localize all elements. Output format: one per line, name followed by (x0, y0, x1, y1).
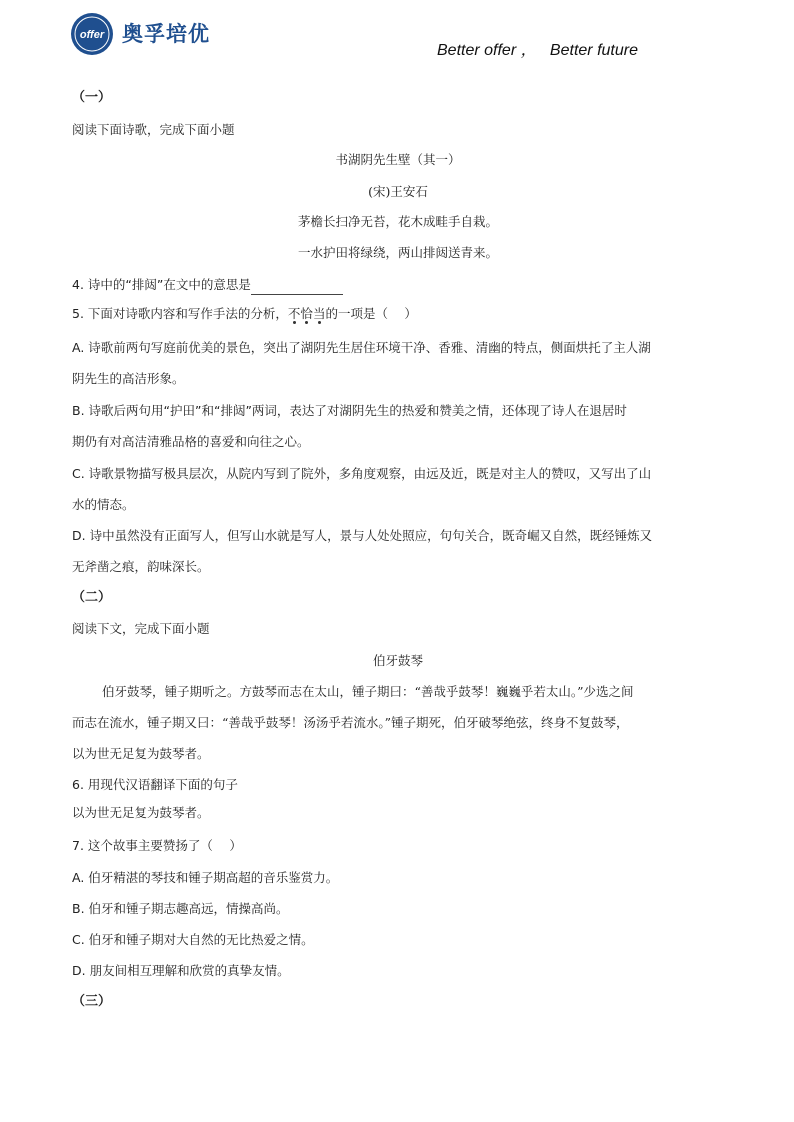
poem-line-1: 茅檐长扫净无苔，花木成畦手自栽。 (297, 214, 498, 229)
option-d-line-2: 无斧凿之痕，韵味深长。 (72, 559, 210, 574)
question-5-text: 5. 下面对诗歌内容和写作手法的分析， (72, 306, 288, 321)
section-heading-3: （三） (72, 994, 112, 1009)
section-heading-2: （二） (72, 590, 112, 605)
poem-line-2: 一水护田将绿绕，两山排闼送青来。 (297, 245, 498, 260)
emphasis-char: 恰 (300, 306, 313, 321)
emphasis-char: 当 (312, 306, 326, 321)
brand-name: 奥孚培优 (122, 22, 210, 46)
option-d-line-1: D. 诗中虽然没有正面写人，但写山水就是写人，景与人处处照应，句句关合，既奇崛又自然，既经锤炼又 (72, 528, 653, 543)
question-7-option-a: A. 伯牙精湛的琴技和锺子期高超的音乐鉴赏力。 (72, 870, 339, 885)
passage-line-3: 以为世无足复为鼓琴者。 (72, 746, 210, 761)
option-a-line-2: 阴先生的高洁形象。 (72, 371, 185, 386)
question-6: 6. 用现代汉语翻译下面的句子 (72, 777, 238, 792)
question-4-text: 4. 诗中的“排闼”在文中的意思是 (72, 277, 251, 292)
question-7-option-b: B. 伯牙和锺子期志趣高远，情操高尚。 (72, 901, 289, 916)
section-heading-1: （一） (72, 90, 112, 105)
answer-blank[interactable] (251, 280, 343, 295)
question-7-option-d: D. 朋友间相互理解和欣赏的真挚友情。 (72, 963, 290, 978)
page-header (0, 0, 794, 70)
option-b-line-1: B. 诗歌后两句用“护田”和“排闼”两词，表达了对湖阴先生的热爱和赞美之情，还体现了诗人在退居时 (72, 403, 627, 418)
question-7-option-c: C. 伯牙和锺子期对大自然的无比热爱之情。 (72, 932, 314, 947)
instruction-1: 阅读下面诗歌，完成下面小题 (72, 122, 235, 137)
option-a-line-1: A. 诗歌前两句写庭前优美的景色，突出了湖阴先生居住环境干净、香雅、清幽的特点，侧面烘托了主人湖 (72, 340, 651, 355)
passage-title: 伯牙鼓琴 (372, 653, 423, 668)
question-5 (72, 304, 417, 324)
question-6-sentence: 以为世无足复为鼓琴者。 (72, 805, 210, 820)
option-c-line-2: 水的情态。 (72, 497, 135, 512)
passage-line-1: 伯牙鼓琴，锺子期听之。方鼓琴而志在太山，锺子期曰：“善哉乎鼓琴！巍巍乎若太山。”少选之间 (102, 684, 634, 699)
svg-text:offer: offer (79, 29, 105, 41)
instruction-2: 阅读下文，完成下面小题 (72, 621, 210, 636)
offer-logo-icon (70, 12, 114, 56)
poem-author: (宋)王安石 (368, 184, 428, 199)
question-4 (72, 275, 343, 295)
poem-title: 书湖阴先生壁（其一） (335, 152, 461, 167)
option-c-line-1: C. 诗歌景物描写极具层次，从院内写到了院外，多角度观察，由远及近，既是对主人的赞叹，又写出了山 (72, 466, 652, 481)
question-5-end: 的一项是（ ） (325, 306, 417, 321)
slogan: Better offer ， Better future (437, 42, 638, 59)
emphasis-char: 不 (287, 306, 301, 321)
option-b-line-2: 期仍有对高洁清雅品格的喜爱和向往之心。 (72, 434, 310, 449)
question-7: 7. 这个故事主要赞扬了（ ） (72, 838, 242, 853)
passage-line-2: 而志在流水，锺子期又曰：“善哉乎鼓琴！汤汤乎若流水。”锺子期死，伯牙破琴绝弦，终身不复鼓琴， (72, 715, 629, 730)
